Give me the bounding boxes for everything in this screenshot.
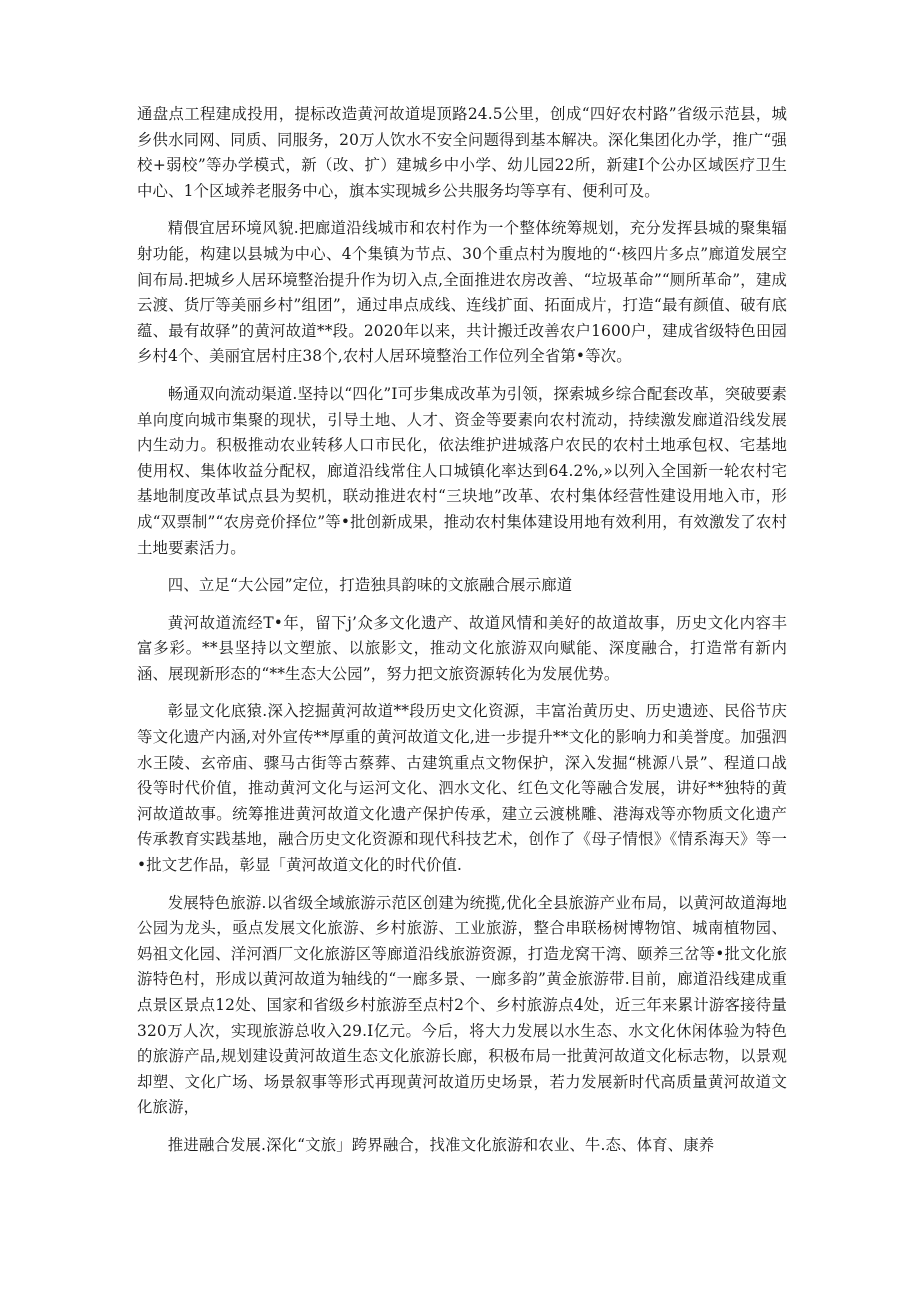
section-heading-four: 四、立足“大公园”定位，打造独具韵味的文旅融合展示廊道 [167, 576, 573, 595]
paragraph-living-environment: 精偎宜居环境风貌.把廊道沿线城市和农村作为一个整体统筹规划，充分发挥县城的聚集辐射功能，构建以县城为中心、4个集镇为节点、30个重点村为腹地的“·核四片多点”廊道发展空间布局.把城乡人居环境整治提升作为切入点,全面推进农房改善、“垃圾革命”“厕所革命”，建成云渡、货厅等美丽乡村”组团”，通过串点成线、连线扩面、拓面成片，打造“最有颜值、破有底蕴、最有故驿”的黄河故道**段。2020年以来，共计搬迁改善农户1600户，建成省级特色田园乡村4个、美丽宜居村庄38个,农村人居环境整治工作位列全省第•等次。 [137, 219, 787, 366]
paragraph-continuation: 通盘点工程建成投用，提标改造黄河故道堤顶路24.5公里，创成“四好农村路”省级示范县，城乡供水同网、同质、同服务，20万人饮水不安全问题得到基本解决。深化集团化办学，推广“强校+弱校”等办学模式，新（改、扩）建城乡中小学、幼儿园22所，新建I个公办区域医疗卫生中心、1个区域养老服务中心，旗本实现城乡公共服务均等享有、便利可及。 [137, 105, 787, 200]
paragraph-integration: 推进融合发展.深化“文旅」跨界融合，找准文化旅游和农业、牛.态、体育、康养 [167, 1135, 715, 1154]
paragraph-yellow-river-intro: 黄河故道流经T•年，留下j’众多文化遗产、故道风情和美好的故道故事，历史文化内容丰富多彩。**县坚持以文塑旅、以旅影文，推动文化旅游双向赋能、深度融合，打造常有新内涵、展现新形态的“**生态大公园”，努力把文旅资源转化为发展优势。 [137, 613, 787, 683]
paragraph-two-way-flow: 畅通双向流动渠道.坚持以“四化”I可步集成改革为引领，探索城乡综合配套改革，突破要素单向度向城市集聚的现状，引导土地、人才、资金等要素向农村流动，持续激发廊道沿线发展内生动力。积极推动农业转移人口市民化，依法维护进城落户农民的农村土地承包权、宅基地使用权、集体收益分配权，廊道沿线常住人口城镇化率达到64.2%,»以列入全国新一轮农村宅基地制度改革试点县为契机，联动推进农村“三块地”改革、农村集体经营性建设用地入市，形成“双票制”“农房竞价择位”等•批创新成果，推动农村集体建设用地有效利用，有效激发了农村土地要素活力。 [137, 384, 787, 557]
document-body [137, 102, 787, 1159]
paragraph-cultural-heritage: 彰显文化底猿.深入挖掘黄河故道**段历史文化资源，丰富治黄历史、历史遗迹、民俗节庆等文化遗产内涵,对外宣传**厚重的黄河故道文化,进一步提升**文化的影响力和美誉度。加强泗水王陵、玄帝庙、骤马古街等古蔡葬、古建筑重点文物保护，深入发掘“桃源八景”、程道口战役等时代价值，推动黄河文化与运河文化、泗水文化、红色文化等融合发展，讲好**独特的黄河故道故事。统筹推进黄河故道文化遗产保护传承，建立云渡桃雕、港海戏等亦物质文化遗产传承教育实践基地，融合历史文化资源和现代科技艺术，创作了《母子情恨》《情系海天》等一•批文艺作品，彰显「黄河故道文化的时代价值. [137, 702, 787, 875]
paragraph-tourism: 发展特色旅游.以省级全域旅游示范区创建为统揽,优化全县旅游产业布局，以黄河故道海地公园为龙头，亟点发展文化旅游、乡村旅游、工业旅游，整合串联杨树博物馆、城南植物园、妈祖文化园、洋河酒厂文化旅游区等廊道沿线旅游资源，打造龙窝干湾、颐养三岔等•批文化旅游特色村，形成以黄河故道为轴线的“一廊多景、一廊多韵”黄金旅游带.目前，廊道沿线建成重点景区景点12处、国家和省级乡村旅游至点村2个、乡村旅游点4处，近三年来累计游客接待量320万人次，实现旅游总收入29.I亿元。今后，将大力发展以水生态、水文化休闲体验为特色的旅游产品,规划建设黄河故道生态文化旅游长廊，积极布局一批黄河故道文化标志物，以景观却塑、文化广场、场景叙事等形式再现黄河故道历史场景，若力发展新时代高质量黄河故道文化旅游， [137, 893, 787, 1117]
